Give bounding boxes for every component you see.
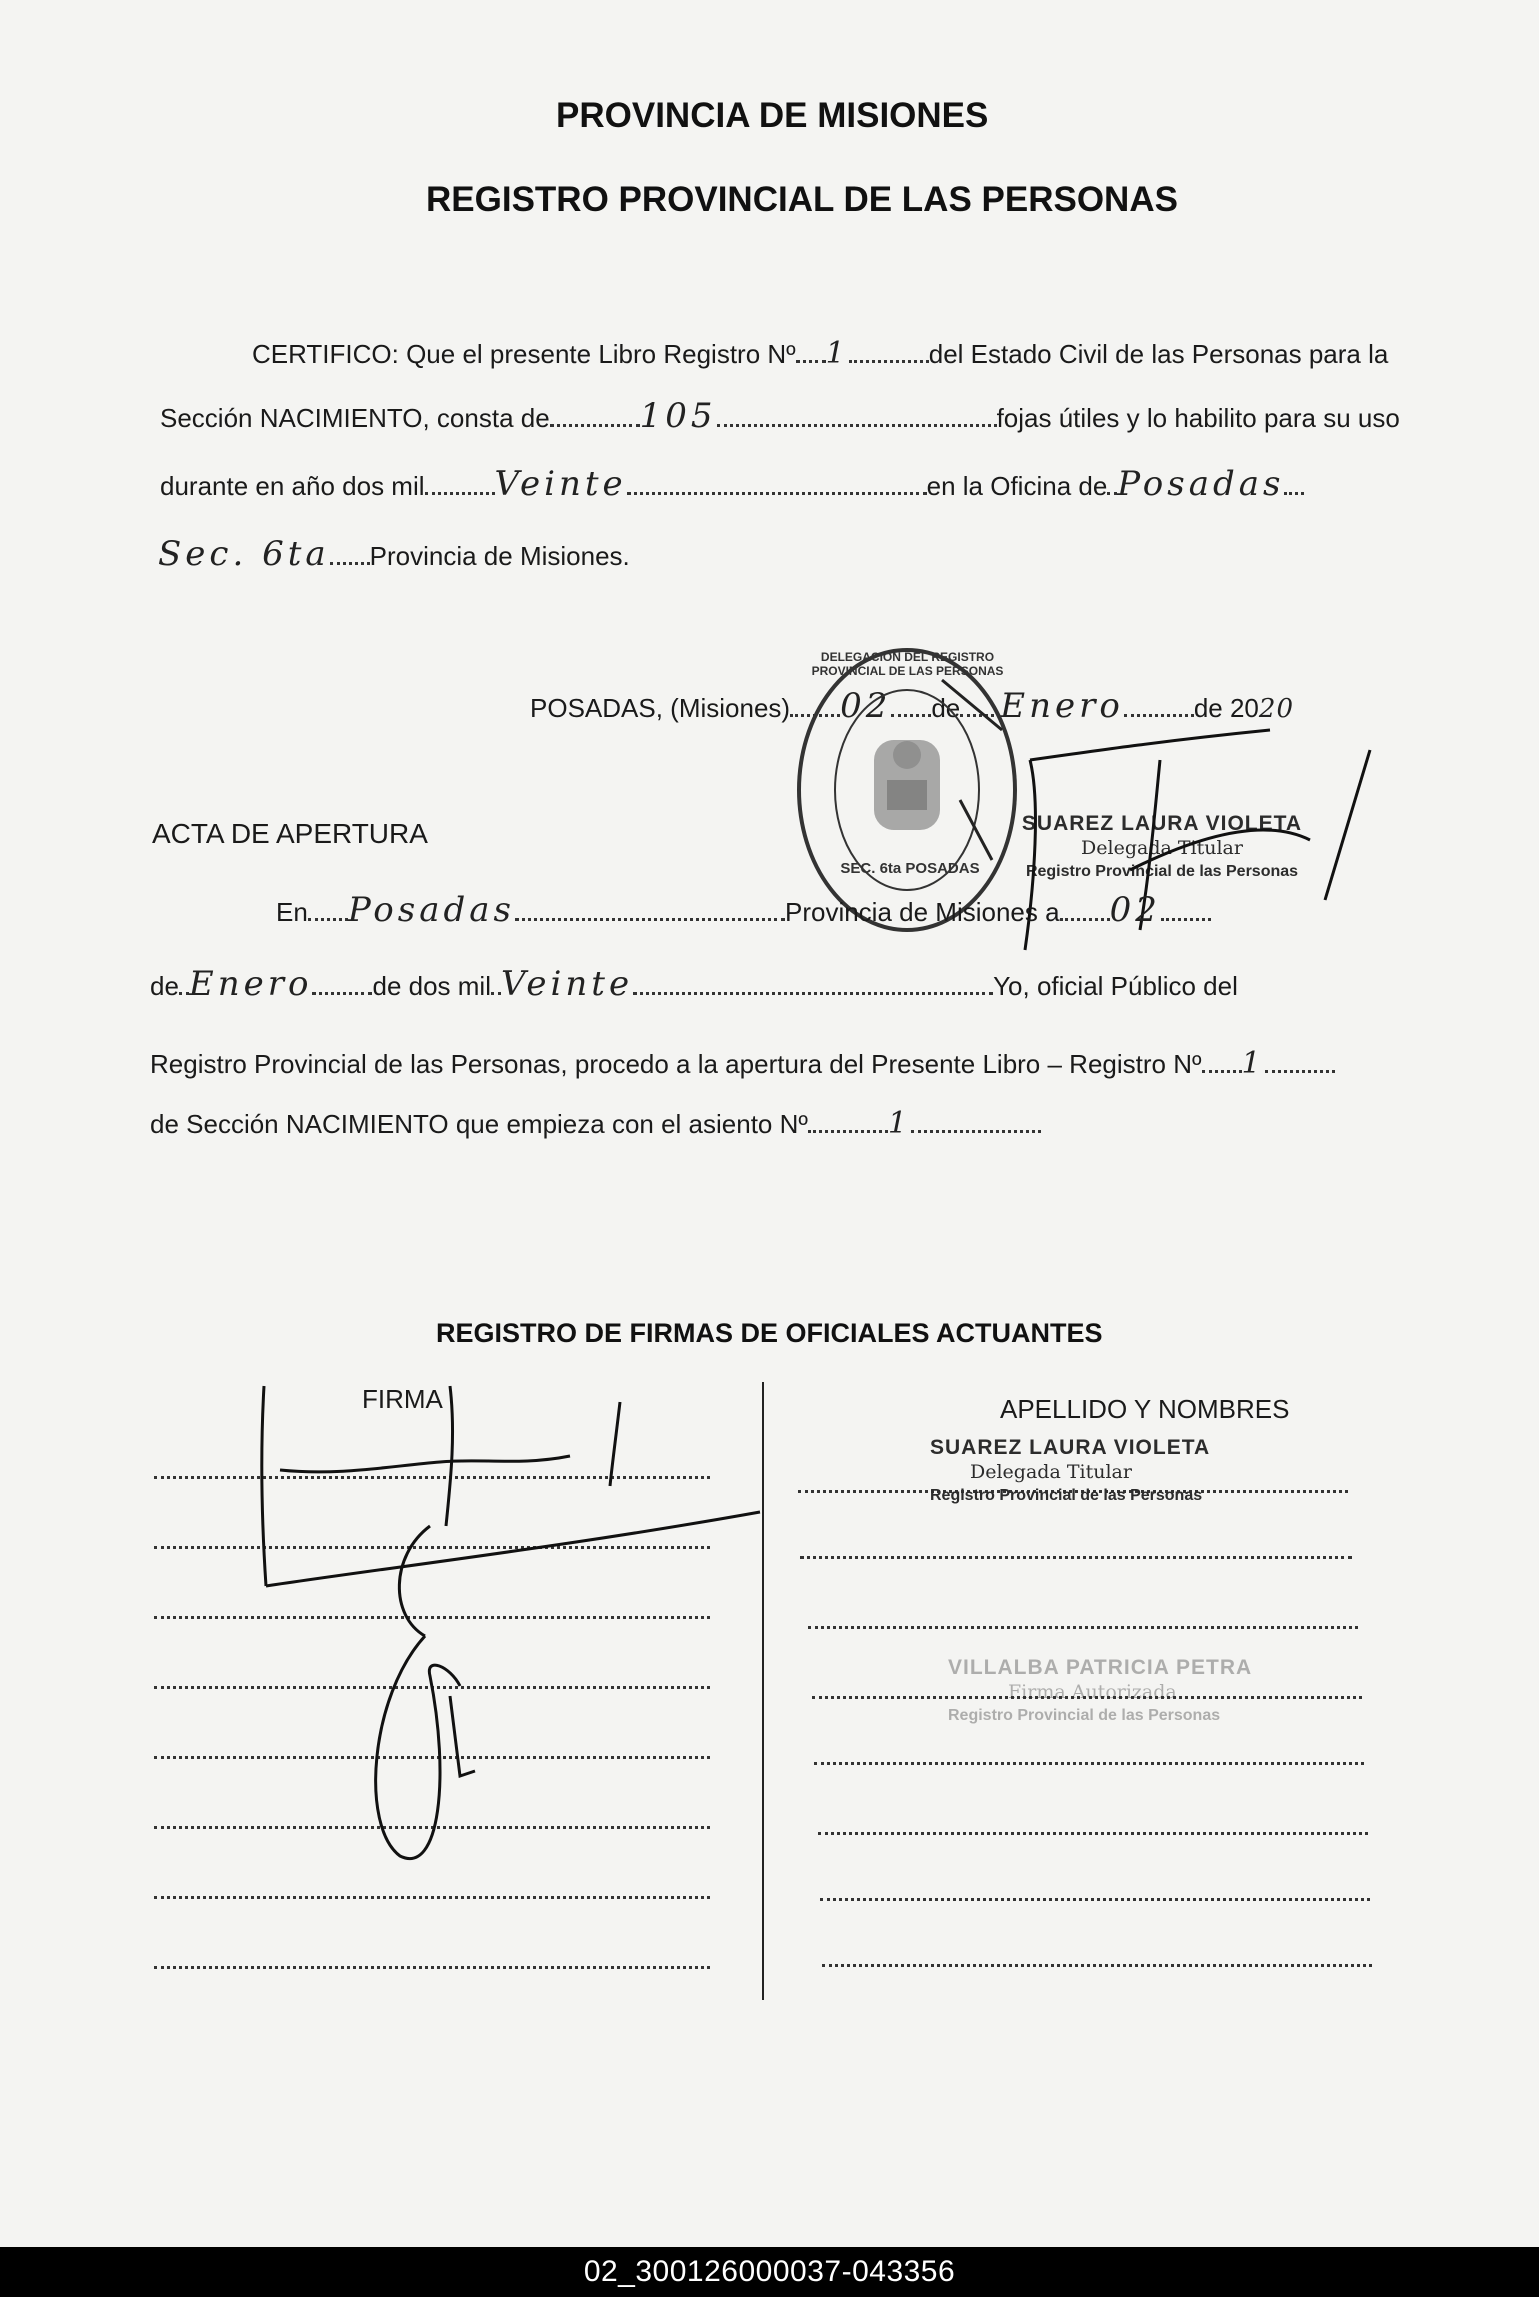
stamp1-role: Delegada Titular: [970, 1461, 1132, 1483]
cert-text-3-mid: en la Oficina de: [926, 471, 1108, 501]
acta-dos-mil: de dos mil: [372, 971, 491, 1001]
name-column-stamp-2: [948, 1656, 1328, 1728]
stamp2-org: Registro Provincial de las Personas: [948, 1707, 1221, 1724]
header-registry: REGISTRO PROVINCIAL DE LAS PERSONAS: [426, 180, 1178, 219]
cert-text-3: durante en año dos mil: [160, 471, 425, 501]
name-stamp-org: Registro Provincial de las Personas: [1025, 863, 1299, 880]
footer-code: 02_300126000037-043356: [583, 2255, 956, 2288]
cert-text-4: Provincia de Misiones.: [369, 541, 630, 571]
nombre-row: [814, 1760, 1364, 1765]
acta-en: En: [276, 897, 308, 927]
acta-line-3: [150, 1046, 1335, 1081]
acta-line-4: [150, 1106, 1041, 1141]
acta-line-1: [276, 890, 1211, 930]
hand-acta-lugar: Posadas: [347, 890, 515, 930]
cert-line-4: [158, 534, 630, 574]
cert-text-1-end: del Estado Civil de las Personas para la: [928, 339, 1389, 369]
cert-text-1: CERTIFICO: Que el presente Libro Registro Nº: [252, 339, 796, 369]
cert-text-2-end: fojas útiles y lo habilito para su uso: [996, 403, 1400, 433]
footer-code-bar: [0, 2247, 1539, 2297]
col-firma-header: FIRMA: [362, 1384, 443, 1414]
nombre-row: [818, 1830, 1368, 1835]
acta-line-2: [150, 964, 1238, 1004]
nombre-row: [808, 1624, 1358, 1629]
acta-registro-text: Registro Provincial de las Personas, procedo a la apertura del Presente Libro – Registro Nº: [150, 1049, 1202, 1079]
hand-oficina: Posadas: [1117, 464, 1285, 504]
stamp2-name: VILLALBA PATRICIA PETRA: [948, 1656, 1253, 1679]
cert-text-2: Sección NACIMIENTO, consta de: [160, 403, 550, 433]
firma-row: [154, 1964, 710, 1969]
date-de-2: de 20: [1193, 693, 1259, 723]
hand-anio: Veinte: [494, 464, 627, 504]
firma-row: [154, 1894, 710, 1899]
hand-libro-no: 1: [825, 336, 849, 371]
cert-line-2: [160, 396, 1400, 436]
nombre-row: [822, 1962, 1372, 1967]
header-province: PROVINCIA DE MISIONES: [556, 96, 989, 135]
stamp2-role: Firma Autorizada: [1008, 1681, 1177, 1703]
date-de-1: de: [931, 693, 961, 723]
nombre-row: [800, 1554, 1352, 1559]
col-nombres-header: APELLIDO Y NOMBRES: [1000, 1394, 1290, 1424]
name-stamp-name: SUAREZ LAURA VIOLETA: [1021, 812, 1303, 835]
cert-line-1: [252, 336, 1388, 371]
stamp1-name: SUAREZ LAURA VIOLETA: [930, 1436, 1211, 1459]
hand-acta-mes: Enero: [188, 964, 313, 1004]
nombre-row: [820, 1896, 1370, 1901]
hand-acta-asiento-no: 1: [887, 1106, 911, 1141]
round-seal-top-text: DELEGACIÓN DEL REGISTRO PROVINCIAL DE LAS PERSONAS: [811, 650, 1004, 678]
signatures-title: REGISTRO DE FIRMAS DE OFICIALES ACTUANTES: [436, 1318, 1103, 1348]
name-column-stamp-1: [930, 1436, 1310, 1508]
date-city: POSADAS, (Misiones): [530, 693, 791, 723]
hand-acta-anio: Veinte: [500, 964, 634, 1004]
hand-acta-libro-no: 1: [1241, 1046, 1265, 1081]
hand-seccion: Sec. 6ta: [158, 534, 330, 574]
acta-oficial: Yo, oficial Público del: [993, 971, 1238, 1001]
acta-de: de: [150, 971, 179, 1001]
hand-month: Enero: [1000, 686, 1124, 726]
name-stamp-role: Delegada Titular: [1081, 837, 1243, 859]
hand-year: 20: [1258, 694, 1294, 724]
hand-acta-day: 02: [1109, 890, 1161, 930]
hand-fojas: 105: [639, 396, 717, 436]
acta-provincia: Provincia de Misiones a: [784, 897, 1060, 927]
acta-title: ACTA DE APERTURA: [152, 818, 428, 849]
hand-day: 02: [840, 686, 892, 726]
acta-asiento-text: de Sección NACIMIENTO que empieza con el asiento Nº: [150, 1109, 808, 1139]
official-signature-register: [250, 1376, 770, 1876]
stamp1-org: Registro Provincial de las Personas: [930, 1487, 1203, 1504]
cert-line-3: [160, 464, 1304, 504]
round-seal-bottom-text: SEC. 6ta POSADAS: [840, 860, 980, 877]
